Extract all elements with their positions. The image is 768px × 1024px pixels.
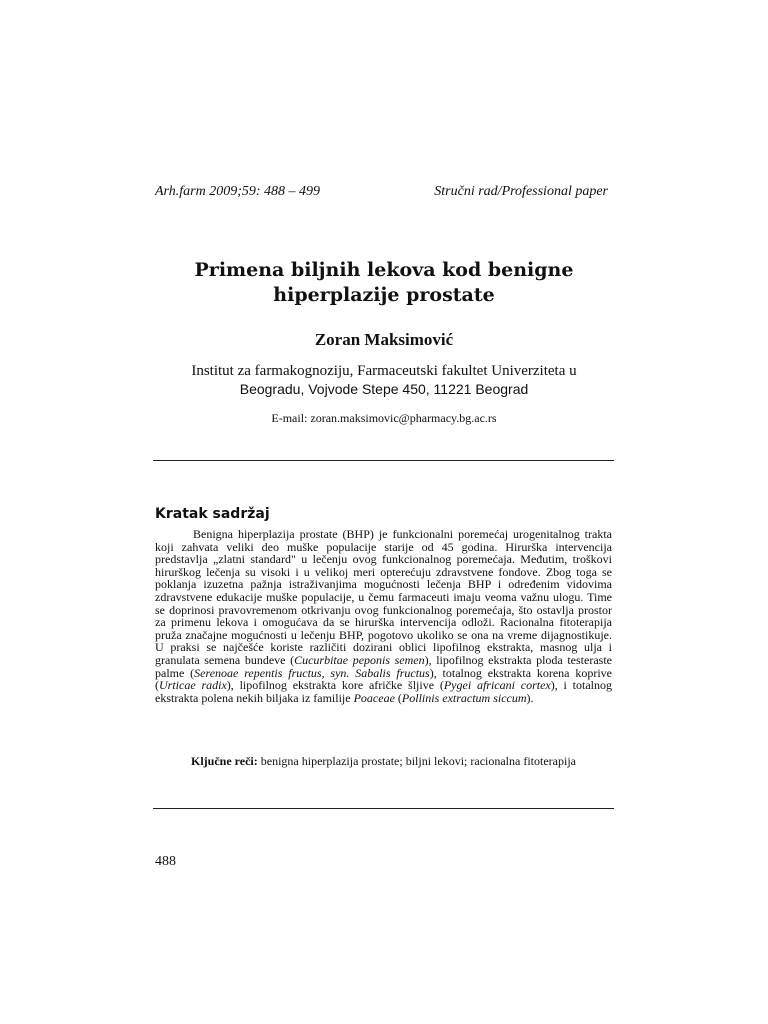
affiliation <box>150 362 618 398</box>
abstract-text: ( <box>394 690 402 705</box>
title-line-1: Primena biljnih lekova kod benigne <box>194 259 574 281</box>
latin-term: Serenoae repentis fructus, syn. Sabalis fructus <box>194 665 430 680</box>
affiliation-line-2: Beogradu, Vojvode Stepe 450, 11221 Beograd <box>239 381 529 397</box>
paper-type: Stručni rad/Professional paper <box>434 184 608 199</box>
latin-term: Pygei africani cortex <box>443 678 551 693</box>
abstract-paragraph <box>155 528 612 704</box>
title-line-2: hiperplazije prostate <box>273 284 495 306</box>
paper-title <box>150 258 618 308</box>
latin-term: Cucurbitae peponis semen <box>294 652 425 667</box>
abstract-text: ), totalnog ekstrakta korena koprive ( <box>155 665 612 693</box>
abstract-text: ), lipofilnog ekstrakta ploda testeraste palme ( <box>155 652 612 680</box>
affiliation-line-1: Institut za farmakognoziju, Farmaceutski fakultet Univerziteta u <box>191 363 577 379</box>
journal-citation: Arh.farm 2009;59: 488 – 499 <box>155 184 321 199</box>
keywords-text: benigna hiperplazija prostate; biljni lekovi; racionalna fitoterapija <box>257 754 576 768</box>
author-name: Zoran Maksimović <box>314 330 454 349</box>
page-number: 488 <box>155 854 176 869</box>
abstract-heading: Kratak sadržaj <box>155 506 270 522</box>
keywords-label: Ključne reči: <box>191 754 258 768</box>
abstract-body <box>155 528 612 704</box>
latin-term: Urticae radix <box>159 678 227 693</box>
abstract-text: Benigna hiperplazija prostate (BHP) je funkcionalni poremećaj urogenitalnog trakta koji zahvata veliki deo muške populacije starije od 45 godina. Hirurška intervencija predstavlja „zlatni standard" u lečenju ovog funkcionalnog poremećaja. Međutim, troškovi hirurškog lečenja su visoki i u velikoj meri opterećuju zdravstvene fondove. Zbog toga se poklanja izuzetna pažnja istraživanjima mogućnosti lečenja BHP i određenim vidovima zdravstvene edukacije muške populacije, u čemu farmaceuti imaju veoma važnu ulogu. Time se doprinosi pravovremenom otkrivanju ovog funkcionalnog poremećaja, što ostavlja prostor za primenu lekova i omogućava da se hirurška intervencija odloži. Racionalna fitoterapija pruža značajne mogućnosti u lečenju BHP, pogotovo ukoliko se ona na vreme dijagnostikuje. U praksi se najčešće koriste različiti dozirani oblici lipofilnog ekstrakta, masnog ulja i granulata semena bundeve ( <box>155 527 612 667</box>
latin-term: Poaceae <box>353 690 395 705</box>
abstract-text: ), i totalnog ekstrakta polena nekih biljaka iz familije <box>155 678 612 705</box>
keywords <box>191 754 576 769</box>
latin-term: Pollinis extractum siccum <box>401 690 527 705</box>
top-divider <box>153 460 614 461</box>
bottom-divider <box>153 808 614 809</box>
author-email: E-mail: zoran.maksimovic@pharmacy.bg.ac.rs <box>271 411 497 425</box>
abstract-text: ), lipofilnog ekstrakta kore afričke šljive ( <box>226 678 444 693</box>
abstract-text: ). <box>526 690 534 705</box>
